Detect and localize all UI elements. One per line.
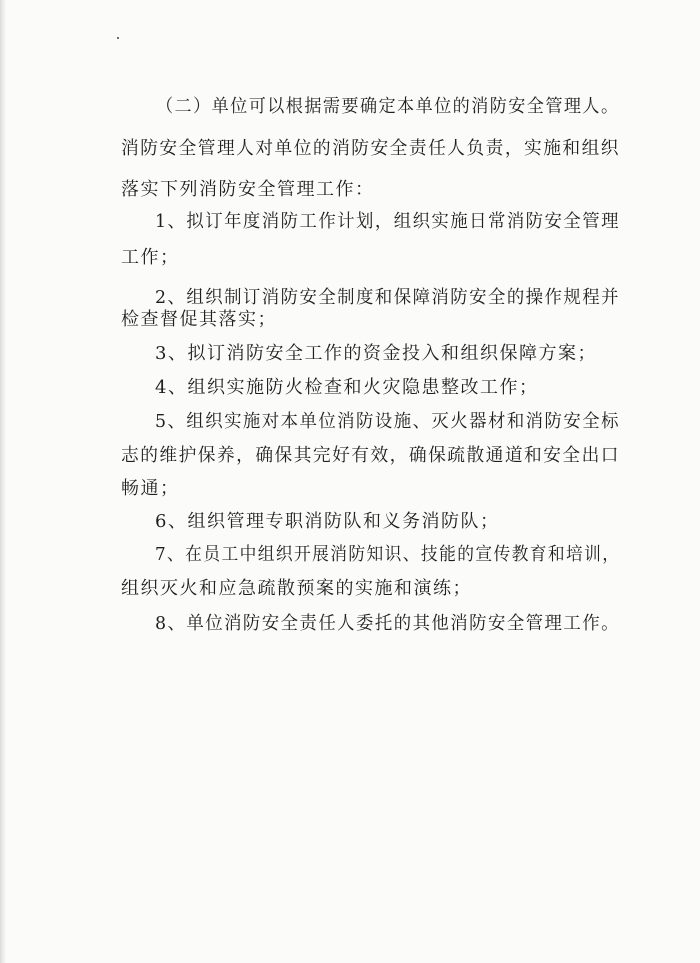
text-line-16: 8、单位消防安全责任人委托的其他消防安全管理工作。	[155, 613, 620, 634]
text-line-10: 5、组织实施对本单位消防设施、灭火器材和消防安全标	[155, 411, 620, 432]
text-line-11: 志的维护保养，确保其完好有效，确保疏散通道和安全出口	[121, 445, 620, 466]
text-line-6: 2、组织制订消防安全制度和保障消防安全的操作规程并	[155, 287, 620, 308]
text-line-3: 落实下列消防安全管理工作：	[121, 179, 375, 200]
text-line-12: 畅通；	[121, 478, 180, 499]
text-line-13: 6、组织管理专职消防队和义务消防队；	[155, 511, 500, 532]
text-line-5: 工作；	[121, 247, 180, 268]
text-line-7: 检查督促其落实；	[121, 309, 277, 330]
text-line-8: 3、拟订消防安全工作的资金投入和组织保障方案；	[155, 343, 597, 364]
text-line-4: 1、拟订年度消防工作计划，组织实施日常消防安全管理	[155, 211, 620, 232]
text-line-15: 组织灭火和应急疏散预案的实施和演练；	[121, 578, 472, 599]
text-line-14: 7、在员工中组织开展消防知识、技能的宣传教育和培训，	[155, 544, 621, 565]
text-line-1: （二）单位可以根据需要确定本单位的消防安全管理人。	[156, 96, 620, 117]
text-line-2: 消防安全管理人对单位的消防安全责任人负责，实施和组织	[121, 138, 620, 159]
scan-speck	[117, 37, 119, 39]
text-line-9: 4、组织实施防火检查和火灾隐患整改工作；	[155, 377, 539, 398]
scan-edge-shadow	[0, 0, 6, 963]
